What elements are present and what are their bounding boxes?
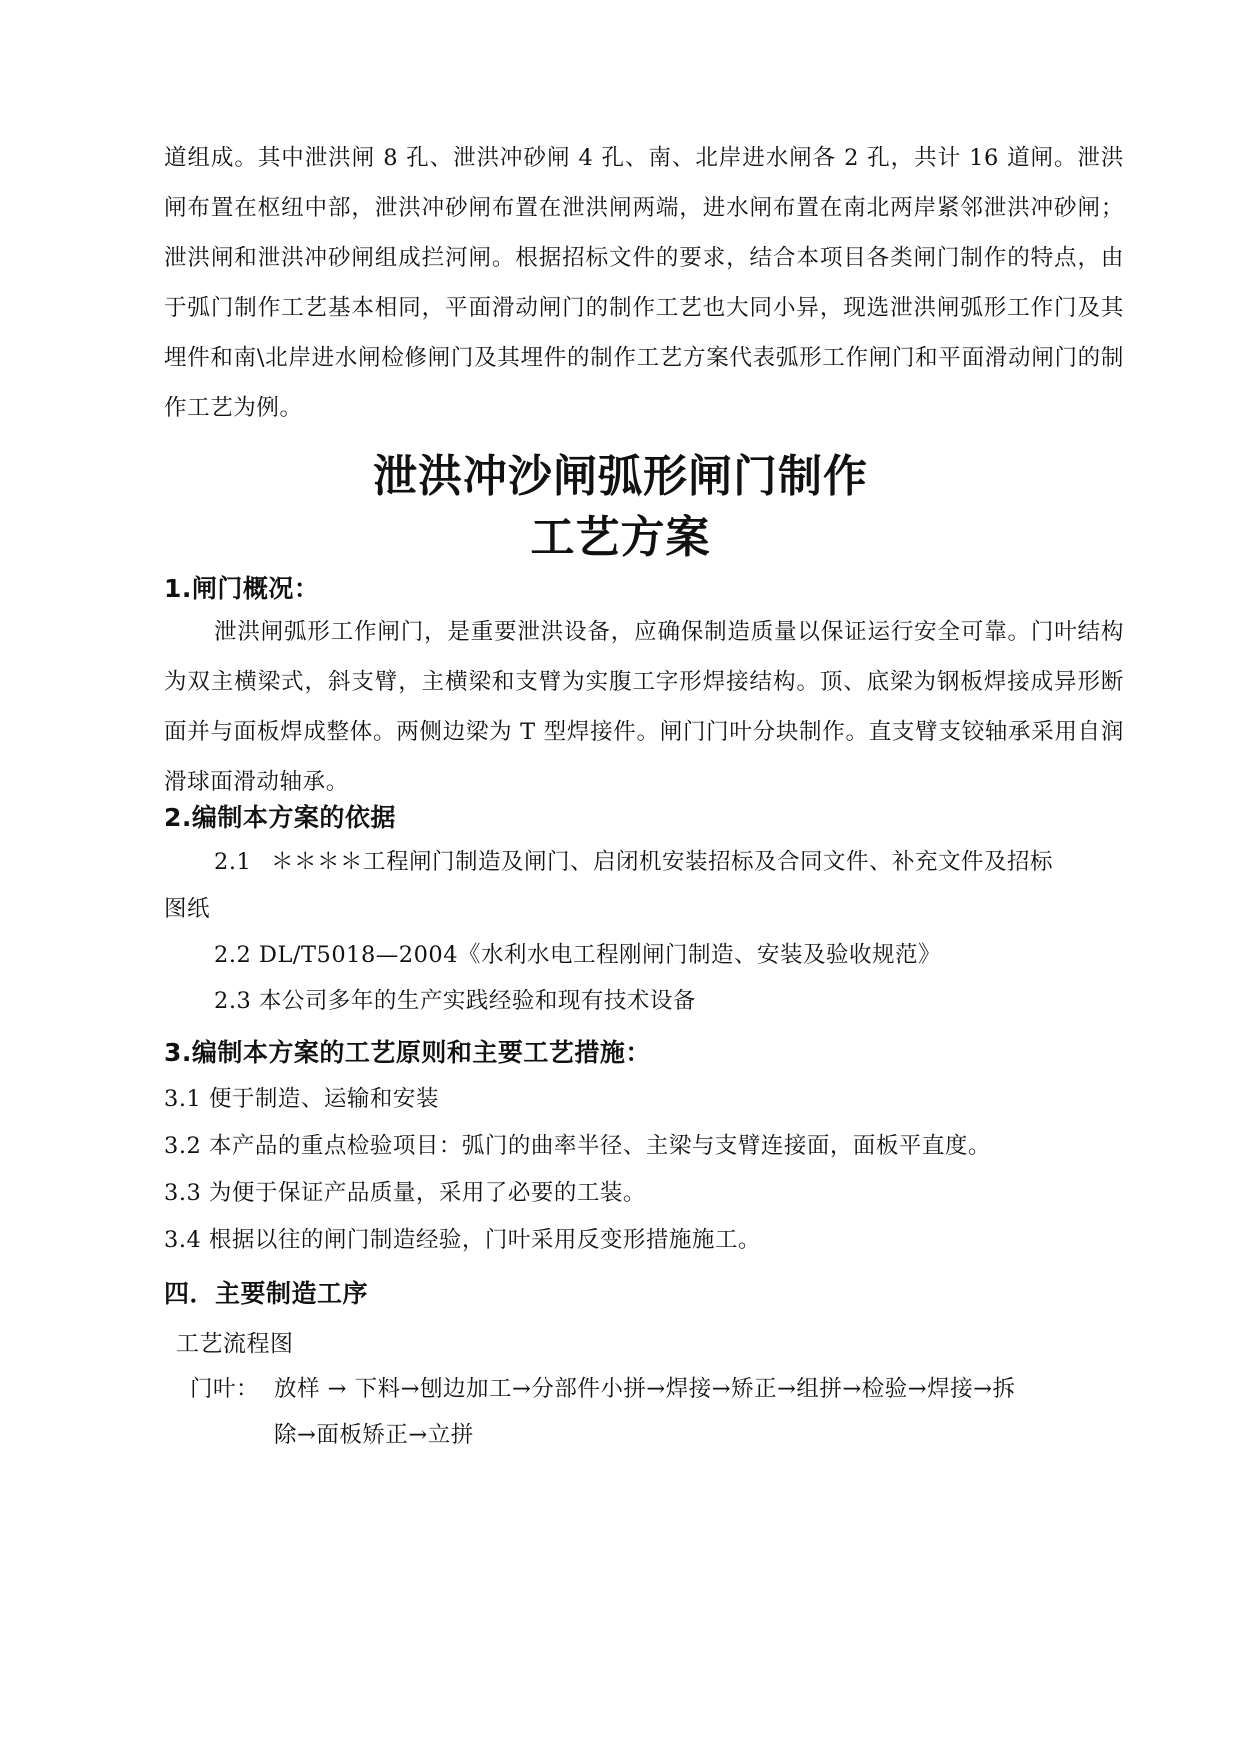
section3-item: 3.2 本产品的重点检验项目：弧门的曲率半径、主梁与支臂连接面，面板平直度。	[164, 1133, 991, 1159]
intro-paragraph: 道组成。其中泄洪闸 8 孔、泄洪冲砂闸 4 孔、南、北岸进水闸各 2 孔，共计 16 道闸。泄洪闸布置在枢纽中部，泄洪冲砂闸布置在泄洪闸两端，进水闸布置在南北两岸紧邻泄洪冲砂闸；泄洪闸和泄洪冲砂闸组成拦河闸。根据招标文件的要求，结合本项目各类闸门制作的特点，由于弧门制作工艺基本相同，平面滑动闸门的制作工艺也大同小异，现选泄洪闸弧形工作门及其埋件和南\北岸进水闸检修闸门及其埋件的制作工艺方案代表弧形工作闸门和平面滑动闸门的制作工艺为例。	[164, 145, 1124, 421]
section4-heading: 四．主要制造工序	[164, 1279, 369, 1308]
process-flow-line2: 除→面板矫正→立拼	[274, 1422, 474, 1448]
section3-item: 3.3 为便于保证产品质量，采用了必要的工装。	[164, 1180, 646, 1206]
section2-heading: 2.编制本方案的依据	[164, 803, 396, 832]
document-title-line1: 泄洪冲沙闸弧形闸门制作	[373, 451, 868, 502]
process-flow-line1: 放样 → 下料→刨边加工→分部件小拼→焊接→矫正→组拼→检验→焊接→拆	[274, 1376, 1016, 1402]
section1-heading: 1.闸门概况：	[164, 574, 320, 603]
section2-item1-number: 2.1	[214, 849, 252, 875]
section3-item: 3.1 便于制造、运输和安装	[164, 1086, 439, 1112]
section2-item1-text: ＊＊＊＊工程闸门制造及闸门、启闭机安装招标及合同文件、补充文件及招标	[271, 849, 1054, 875]
document-title-line2: 工艺方案	[530, 512, 711, 563]
section3-heading: 3.编制本方案的工艺原则和主要工艺措施：	[164, 1038, 651, 1067]
section2-item1-continuation: 图纸	[164, 896, 211, 922]
section1-body: 泄洪闸弧形工作闸门，是重要泄洪设备，应确保制造质量以保证运行安全可靠。门叶结构为双主横梁式，斜支臂，主横梁和支臂为实腹工字形焊接结构。顶、底梁为钢板焊接成异形断面并与面板焊成整体。两侧边梁为 T 型焊接件。闸门门叶分块制作。直支臂支铰轴承采用自润滑球面滑动轴承。	[164, 619, 1124, 795]
section2-item3: 2.3 本公司多年的生产实践经验和现有技术设备	[214, 988, 696, 1014]
process-flow-label: 门叶：	[190, 1376, 260, 1402]
process-flow-subheading: 工艺流程图	[176, 1331, 294, 1357]
section3-item: 3.4 根据以往的闸门制造经验，门叶采用反变形措施施工。	[164, 1227, 761, 1253]
section2-item2: 2.2 DL/T5018—2004《水利水电工程刚闸门制造、安装及验收规范》	[214, 942, 942, 968]
